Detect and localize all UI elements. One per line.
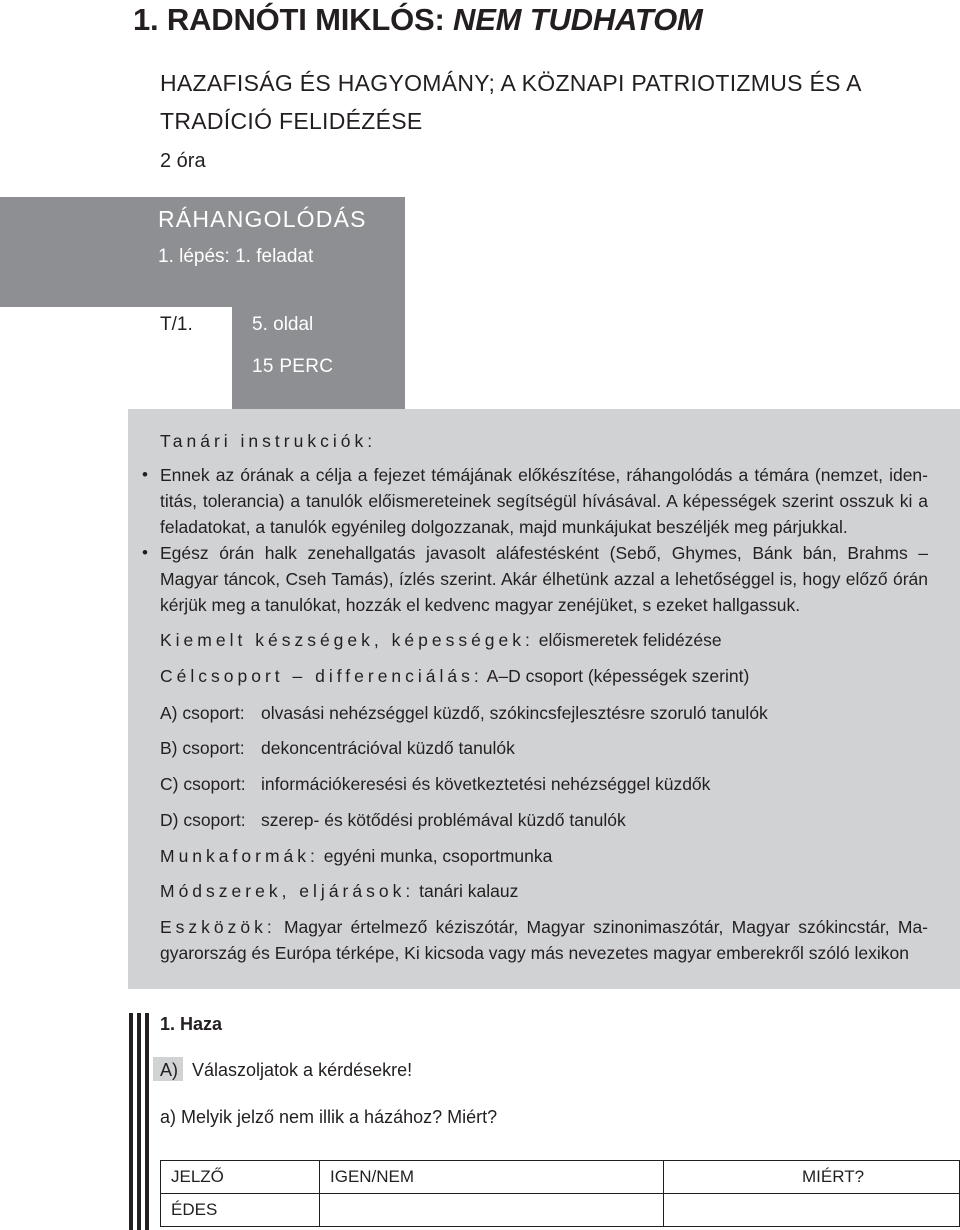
work-forms-value: egyéni munka, csoportmunka [323, 846, 553, 866]
warmup-step: 1. lépés: 1. feladat [158, 246, 314, 267]
page-reference: 5. oldal [252, 314, 314, 335]
target-label: Célcsoport – differenciálás: [160, 666, 483, 686]
duration: 15 PERC [252, 356, 334, 377]
answer-cell[interactable] [320, 1194, 664, 1227]
tools-value: Magyar értelmező kéziszótár, Magyar szinonimaszótár, Magyar szókincstár, Magyarország és Európa térképe, Ki kicsoda vagy más nevezetes magyar emberekről szóló lexikon [160, 917, 928, 963]
bullet-icon: • [142, 543, 148, 562]
table-header-row [161, 1161, 960, 1194]
tools-row [160, 914, 928, 966]
task-instruction: Válaszoljatok a kérdésekre! [192, 1060, 413, 1080]
group-row: B) csoport: dekoncentrációval küzdő tanulók [160, 738, 515, 758]
instructions-label: Tanári instrukciók: [160, 431, 377, 451]
target-value: A–D csoport (képességek szerint) [486, 666, 750, 686]
answer-table [160, 1160, 960, 1227]
instruction-bullet-1: Ennek az órának a célja a fejezet témájának előkészítése, ráhangolódás a témára (nemzet, identitás, tolerancia) a tanulók előismereteinek segítségül hívásával. A képességek szerint osszuk ki a feladatokat, a tanulók egyénileg dolgozzanak, majd munkájukat beszéljék meg párjukkal. [160, 465, 928, 537]
column-header-igen-nem: IGEN/NEM [320, 1161, 664, 1194]
tools-label: Eszközök: [160, 917, 276, 937]
methods-label: Módszerek, eljárások: [160, 881, 415, 901]
page-title: 1. RADNÓTI MIKLÓS: NEM TUDHATOM [133, 2, 703, 37]
skills-row [160, 630, 722, 651]
margin-bar [129, 1013, 133, 1230]
methods-value: tanári kalauz [419, 881, 519, 901]
answer-cell[interactable] [664, 1194, 960, 1227]
group-row: C) csoport: információkeresési és következtetési nehézséggel küzdők [160, 774, 711, 794]
question-a: a) Melyik jelző nem illik a házához? Miért? [160, 1107, 498, 1127]
margin-bar [145, 1013, 149, 1230]
work-forms-label: Munkaformák: [160, 846, 319, 866]
group-row: A) csoport: olvasási nehézséggel küzdő, szókincsfejlesztésre szoruló tanulók [160, 703, 768, 723]
target-row [160, 666, 749, 687]
margin-bar [137, 1013, 141, 1230]
column-header-miert: MIÉRT? [664, 1161, 960, 1194]
table-row [161, 1194, 960, 1227]
section-title: 1. Haza [160, 1014, 223, 1034]
instruction-bullet-2: Egész órán halk zenehallgatás javasolt aláfestésként (Sebő, Ghymes, Bánk bán, Brahms – Magyar táncok, Cseh Tamás), ízlés szerint. Akár élhetünk azzal a lehetőséggel is, hogy előző órán kérjük meg a tanulókat, hozzák el kedvenc magyar zenéjüket, s ezeket hallgassuk. [160, 543, 928, 615]
task-letter: A) [160, 1060, 178, 1080]
methods-row [160, 881, 518, 902]
lesson-hours: 2 óra [160, 150, 206, 172]
group-row: D) csoport: szerep- és kötődési problémával küzdő tanulók [160, 810, 626, 830]
work-forms-row [160, 846, 552, 867]
task-code: T/1. [160, 314, 193, 335]
skills-value: előismeretek felidézése [538, 630, 722, 650]
column-header-jelzo: JELZŐ [161, 1161, 320, 1194]
skills-label: Kiemelt készségek, képességek: [160, 630, 534, 650]
warmup-title: RÁHANGOLÓDÁS [158, 206, 367, 232]
work-title: NEM TUDHATOM [453, 2, 703, 37]
table-cell: ÉDES [161, 1194, 320, 1227]
lesson-subtitle: HAZAFISÁG ÉS HAGYOMÁNY; A KÖZNAPI PATRIOTIZMUS ÉS A TRADÍCIÓ FELIDÉZÉSE [160, 70, 861, 134]
bullet-icon: • [142, 465, 148, 484]
